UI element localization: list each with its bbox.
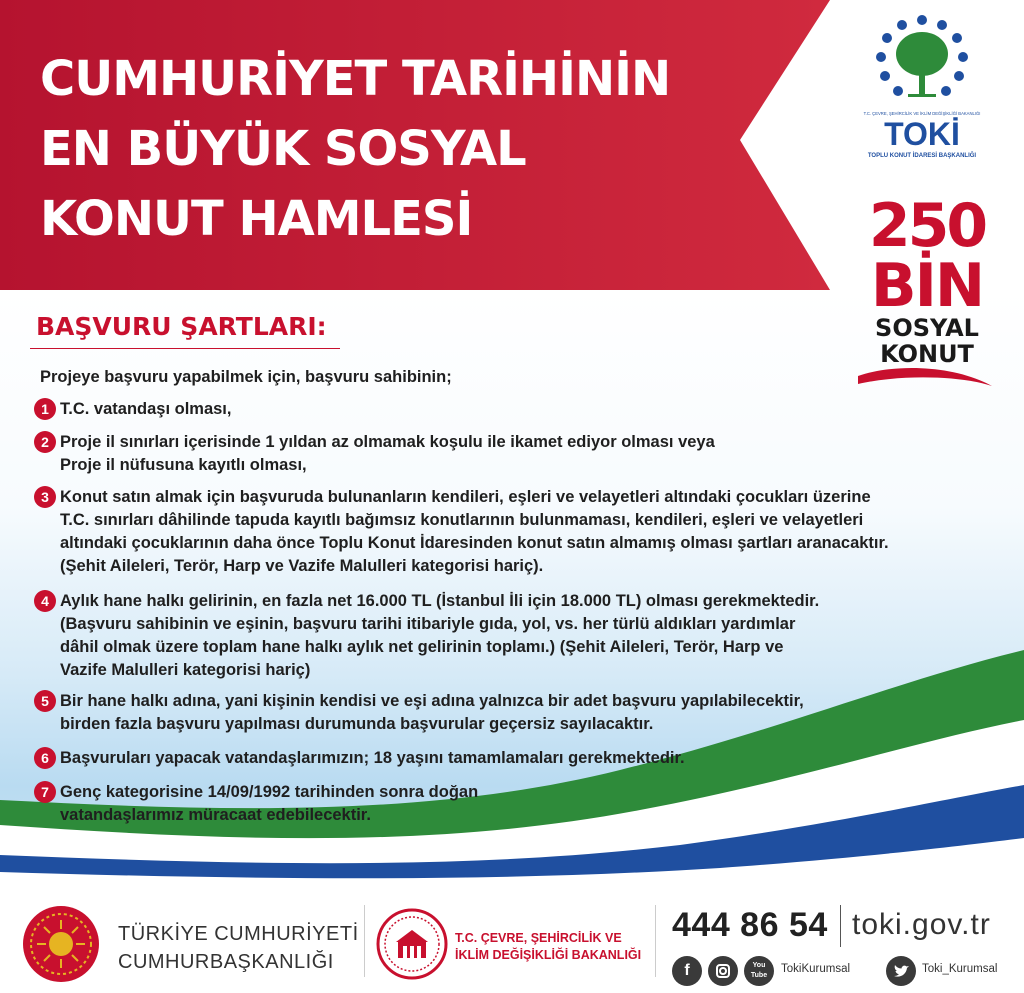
title-underline: [30, 348, 340, 349]
ministry-seal-icon: [376, 908, 448, 980]
requirement-1: 1 T.C. vatandaşı olması,: [34, 398, 231, 421]
badge-number: 250: [868, 196, 986, 261]
number-badge: 7: [34, 781, 56, 803]
number-badge: 4: [34, 590, 56, 612]
requirement-5: 5 Bir hane halkı adına, yani kişinin kendisi ve eşi adına yalnızca bir adet başvuru yapılabilecektir, birden fazla başvuru yapılması durumunda başvurular geçersiz sayılacaktır.: [34, 690, 804, 736]
requirement-3: 3 Konut satın almak için başvuruda bulunanların kendileri, eşleri ve velayetleri altındaki çocukları üzerine T.C. sınırları dâhilinde tapuda kayıtlı bağımsız konutlarının bulunmaması, kendileri, eşleri ve velayetleri altındaki çocuklarının daha önce Toplu Konut İdaresinden konut satın almamış olması şartları aranacaktır. (Şehit Aileleri, Terör, Harp ve Vazife Malulleri kategorisi hariç).: [34, 486, 889, 578]
youtube-icon[interactable]: You Tube: [744, 956, 774, 986]
headline-line-3: KONUT HAMLESİ: [40, 191, 473, 247]
headline: [40, 44, 800, 254]
number-badge: 5: [34, 690, 56, 712]
website-link[interactable]: toki.gov.tr: [852, 908, 991, 941]
section-title: BAŞVURU ŞARTLARI:: [36, 312, 327, 341]
phone-number: 444 86 54: [672, 906, 828, 944]
instagram-icon[interactable]: [708, 956, 738, 986]
ministry-text: T.C. ÇEVRE, ŞEHİRCİLİK VE İKLİM DEĞİŞİKLİĞİ BAKANLIĞI: [455, 931, 642, 962]
footer-divider: [655, 905, 656, 977]
headline-line-2: EN BÜYÜK SOSYAL: [40, 121, 526, 177]
toki-name: TOKİ: [884, 116, 960, 152]
twitter-icon[interactable]: [886, 956, 916, 986]
toki-ministry-text: T.C. ÇEVRE, ŞEHİRCİLİK VE İKLİM DEĞİŞİKLİĞİ BAKANLIĞI: [863, 111, 981, 116]
intro-text: Projeye başvuru yapabilmek için, başvuru sahibinin;: [40, 368, 452, 386]
requirement-2: 2 Proje il sınırları içerisinde 1 yıldan az olmamak koşulu ile ikamet ediyor olması veya Proje il nüfusuna kayıtlı olması,: [34, 431, 715, 477]
footer-divider: [364, 905, 365, 977]
presidency-seal-icon: [22, 905, 100, 983]
requirement-6: 6 Başvuruları yapacak vatandaşlarımızın; 18 yaşını tamamlamaları gerekmektedir.: [34, 747, 685, 770]
250-bin-badge: [852, 196, 1002, 396]
twitter-handle[interactable]: Toki_Kurumsal: [922, 963, 998, 975]
badge-bin: BİN: [870, 251, 984, 321]
badge-sosyal: SOSYAL: [875, 314, 979, 342]
tree-icon: [896, 32, 948, 97]
presidency-text: TÜRKİYE CUMHURİYETİ CUMHURBAŞKANLIĞI: [118, 923, 359, 973]
toki-full-name: TOPLU KONUT İDARESİ BAŞKANLIĞI: [867, 153, 977, 159]
number-badge: 2: [34, 431, 56, 453]
badge-konut: KONUT: [880, 340, 974, 368]
headline-line-1: CUMHURİYET TARİHİNİN: [40, 51, 671, 107]
contact-divider: [840, 905, 841, 947]
requirement-4: 4 Aylık hane halkı gelirinin, en fazla net 16.000 TL (İstanbul İli için 18.000 TL) olması gerekmektedir. (Başvuru sahibinin ve eşinin, başvuru tarihi itibariyle gıda, yol, vs. her türlü aldıkları yardımlar dâhil olmak üzere toplam hane halkı aylık net gelirinin toplamı.) (Şehit Aileleri, Terör, Harp ve Vazife Malulleri kategorisi hariç): [34, 590, 819, 682]
facebook-icon[interactable]: f: [672, 956, 702, 986]
number-badge: 3: [34, 486, 56, 508]
toki-logo: [862, 12, 982, 162]
swoosh-icon: [858, 368, 992, 386]
requirement-7: 7 Genç kategorisine 14/09/1992 tarihinden sonra doğan vatandaşlarımız müracaat edebilecektir.: [34, 781, 478, 827]
number-badge: 1: [34, 398, 56, 420]
social-handle[interactable]: TokiKurumsal: [781, 963, 851, 975]
number-badge: 6: [34, 747, 56, 769]
